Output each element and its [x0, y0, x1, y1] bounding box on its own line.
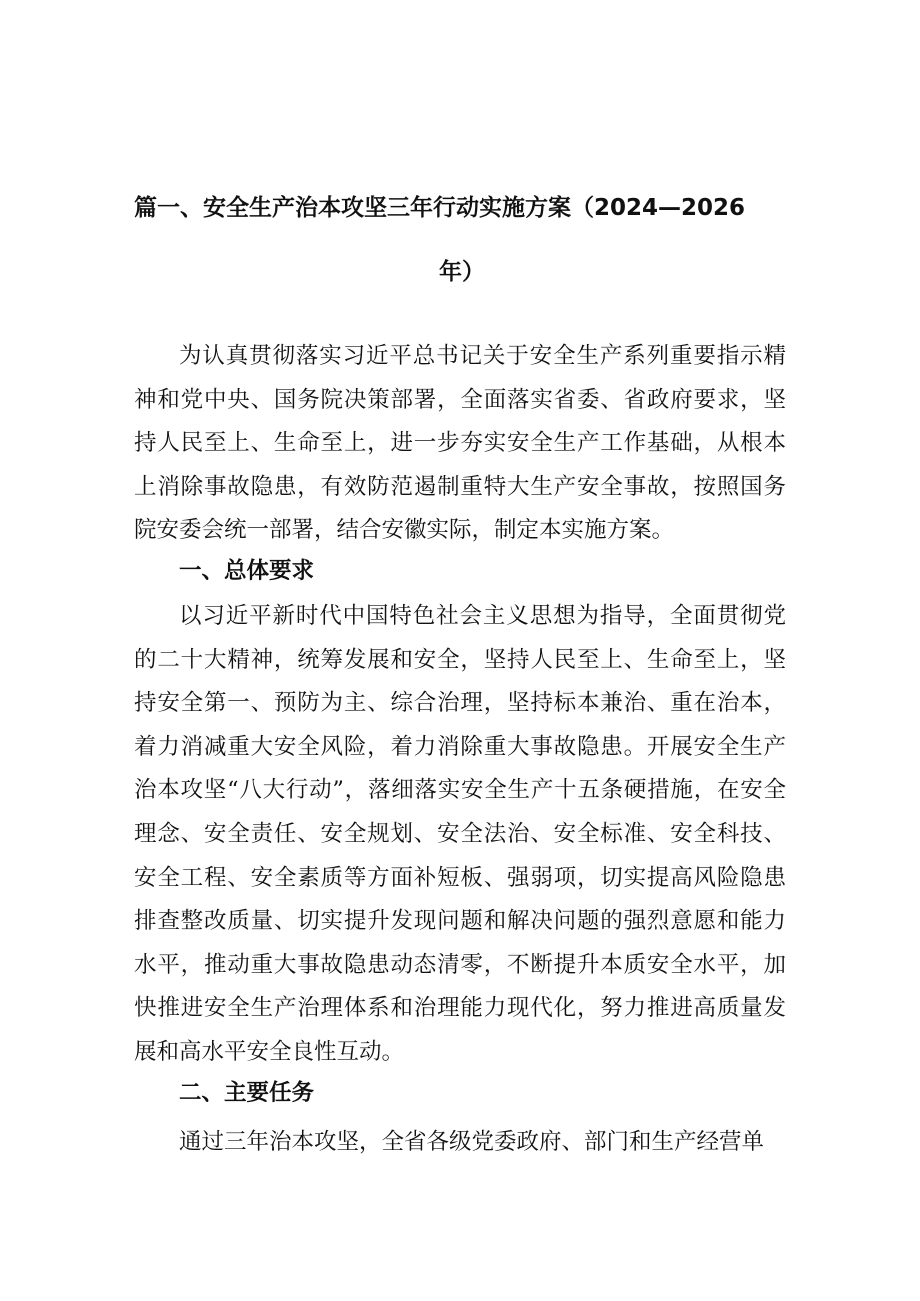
- general-requirements-paragraph: 以习近平新时代中国特色社会主义思想为指导，全面贯彻党的二十大精神，统筹发展和安全，坚持人民至上、生命至上，坚持安全第一、预防为主、综合治理，坚持标本兼治、重在治本，着力消减重大安全风险，着力消除重大事故隐患。开展安全生产治本攻坚“八大行动”，落细落实安全生产十五条硬措施，在安全理念、安全责任、安全规划、安全法治、安全标准、安全科技、安全工程、安全素质等方面补短板、强弱项，切实提高风险隐患排查整改质量、切实提升发现问题和解决问题的强烈意愿和能力水平，推动重大事故隐患动态清零，不断提升本质安全水平，加快推进安全生产治理体系和治理能力现代化，努力推进高质量发展和高水平安全良性互动。: [134, 603, 786, 1065]
- section-heading-main-tasks: 二、主要任务: [179, 1080, 315, 1106]
- intro-paragraph: 为认真贯彻落实习近平总书记关于安全生产系列重要指示精神和党中央、国务院决策部署，全面落实省委、省政府要求，坚持人民至上、生命至上，进一步夯实安全生产工作基础，从根本上消除事故隐患，有效防范遏制重特大生产安全事故，按照国务院安委会统一部署，结合安徽实际，制定本实施方案。: [134, 343, 786, 544]
- document-title: [134, 176, 784, 304]
- section-heading-general-requirements: 一、总体要求: [179, 558, 315, 584]
- document-title-line-1: 篇一、安全生产治本攻坚三年行动实施方案（2024—2026: [134, 195, 746, 221]
- document-title-line-2: 年）: [439, 259, 485, 285]
- main-tasks-paragraph: 通过三年治本攻坚，全省各级党委政府、部门和生产经营单: [179, 1129, 765, 1155]
